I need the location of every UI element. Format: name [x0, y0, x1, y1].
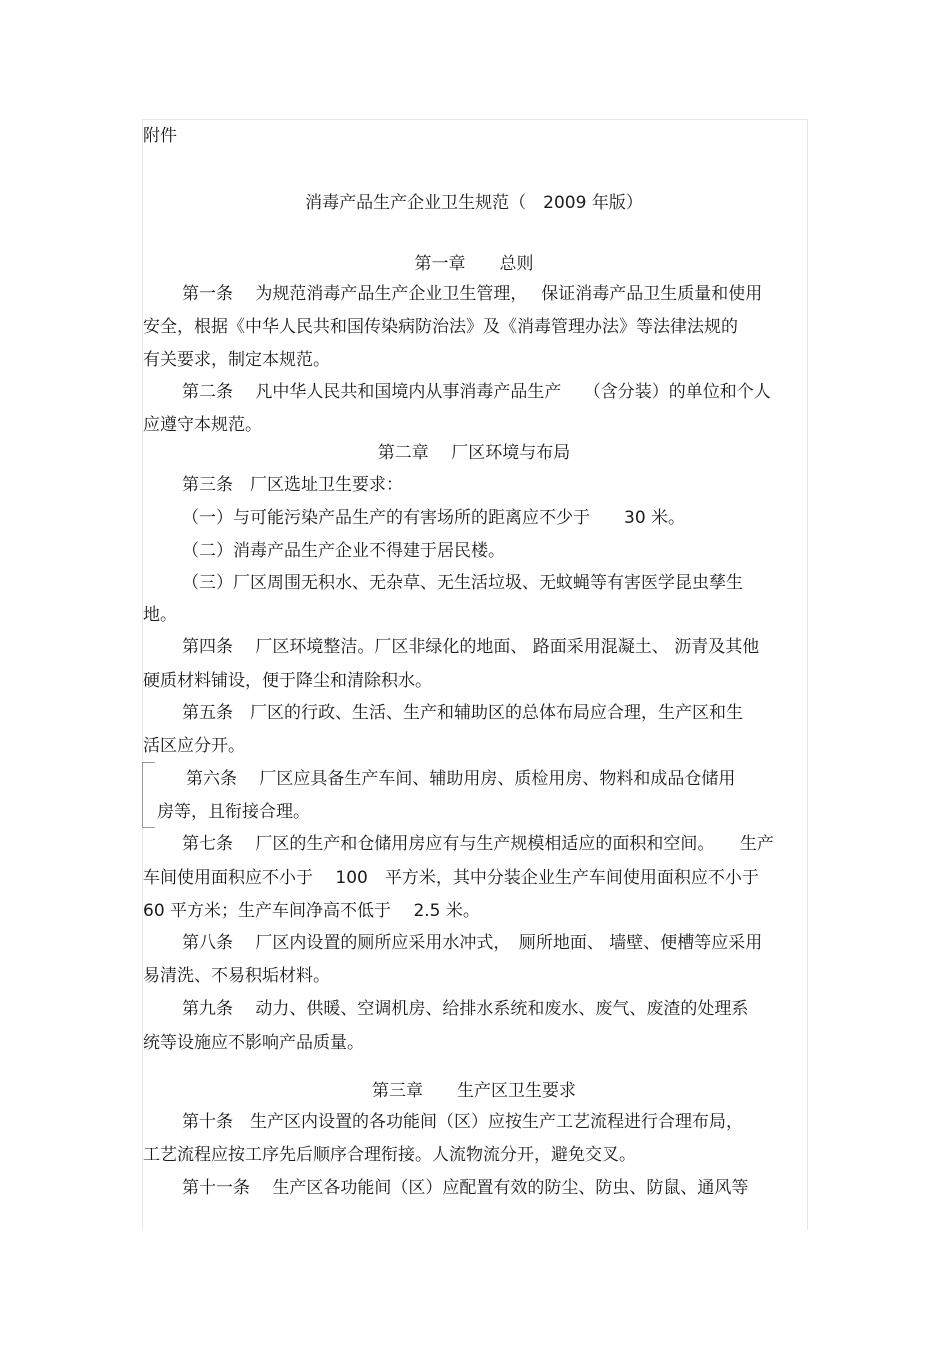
- article-2-line-1: 第二条 凡中华人民共和国境内从事消毒产品生产 （含分装）的单位和个人: [182, 382, 771, 402]
- article-5-line-1: 第五条 厂区的行政、生活、生产和辅助区的总体布局应合理，生产区和生: [182, 703, 743, 723]
- margin-bracket: [142, 762, 155, 828]
- article-1-line-2: 安全，根据《中华人民共和国传染病防治法》及《消毒管理办法》等法律法规的: [143, 317, 738, 337]
- article-5-line-2: 活区应分开。: [143, 736, 245, 756]
- article-3-item-3-cont: 地。: [143, 605, 177, 625]
- chapter-2-heading: 第二章 厂区环境与布局: [377, 443, 571, 463]
- article-3-item-3: （三）厂区周围无积水、无杂草、无生活垃圾、无蚊蝇等有害医学昆虫孳生: [182, 573, 743, 593]
- article-1-line-3: 有关要求，制定本规范。: [143, 350, 330, 370]
- article-1-line-1: 第一条 为规范消毒产品生产企业卫生管理， 保证消毒产品卫生质量和使用: [182, 284, 763, 304]
- article-7-line-1: 第七条 厂区的生产和仓储用房应有与生产规模相适应的面积和空间。 生产: [182, 834, 774, 854]
- attachment-label: 附件: [143, 126, 177, 146]
- article-3-line-1: 第三条 厂区选址卫生要求：: [182, 475, 403, 495]
- chapter-3-heading: 第三章 生产区卫生要求: [372, 1081, 576, 1101]
- article-9-line-2: 统等设施应不影响产品质量。: [143, 1033, 364, 1053]
- article-3-item-1: （一）与可能污染产品生产的有害场所的距离应不少于 30 米。: [182, 508, 686, 528]
- article-9-line-1: 第九条 动力、供暖、空调机房、给排水系统和废水、废气、废渣的处理系: [182, 999, 749, 1019]
- article-4-line-2: 硬质材料铺设，便于降尘和清除积水。: [143, 671, 432, 691]
- chapter-1-heading: 第一章 总则: [414, 254, 534, 274]
- article-4-line-1: 第四条 厂区环境整洁。厂区非绿化的地面、 路面采用混凝土、 沥青及其他: [182, 637, 760, 657]
- article-6-line-2: 房等，且衔接合理。: [157, 802, 310, 822]
- article-10-line-2: 工艺流程应按工序先后顺序合理衔接。人流物流分开，避免交叉。: [143, 1145, 636, 1165]
- article-6-line-1: 第六条 厂区应具备生产车间、辅助用房、质检用房、物料和成品仓储用: [186, 769, 736, 789]
- article-8-line-2: 易清洗、不易积垢材料。: [143, 966, 330, 986]
- article-10-line-1: 第十条 生产区内设置的各功能间（区）应按生产工艺流程进行合理布局，: [182, 1112, 743, 1132]
- document-title: 消毒产品生产企业卫生规范（ 2009 年版）: [305, 193, 643, 213]
- article-2-line-2: 应遵守本规范。: [143, 415, 262, 435]
- article-3-item-2: （二）消毒产品生产企业不得建于居民楼。: [182, 541, 505, 561]
- article-7-line-3: 60 平方米；生产车间净高不低于 2.5 米。: [143, 901, 480, 921]
- article-11-line-1: 第十一条 生产区各功能间（区）应配置有效的防尘、防虫、防鼠、通风等: [182, 1178, 749, 1198]
- article-8-line-1: 第八条 厂区内设置的厕所应采用水冲式， 厕所地面、 墙壁、便槽等应采用: [182, 933, 763, 953]
- article-7-line-2: 车间使用面积应不小于 100 平方米，其中分装企业生产车间使用面积应不小于: [143, 868, 759, 888]
